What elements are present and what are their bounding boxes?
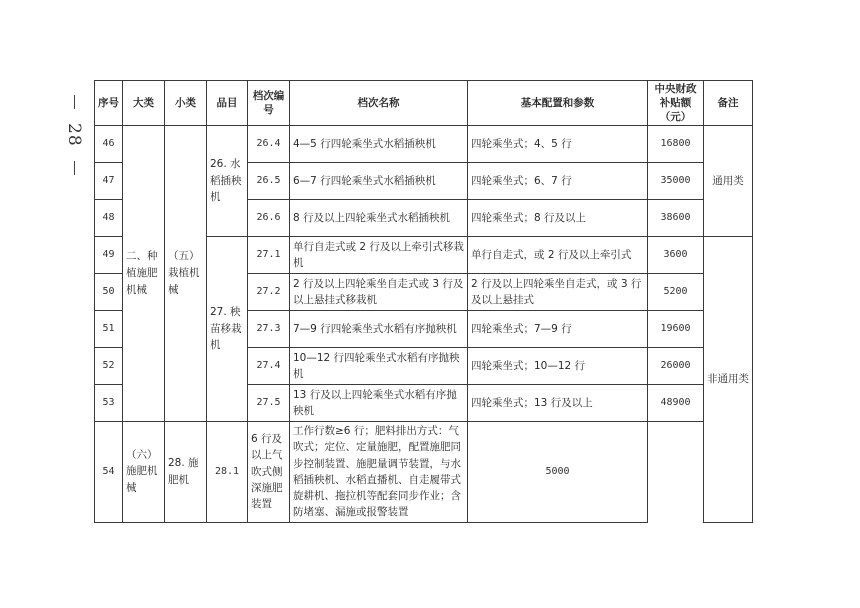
subsidy-cell: 35000 [648, 163, 704, 200]
tier-name-cell: 7—9 行四轮乘坐式水稻有序抛秧机 [290, 311, 468, 348]
minor-category-cell: （五）栽植机械 [165, 126, 207, 422]
subsidy-cell: 38600 [648, 200, 704, 237]
header-subsidy: 中央财政补贴额（元） [648, 81, 704, 126]
page-number-dash-bottom [74, 161, 75, 175]
page-number-dash-top [74, 95, 75, 109]
tier-number-cell: 27.2 [248, 274, 290, 311]
tier-number-cell: 27.5 [248, 385, 290, 422]
header-note: 备注 [704, 81, 753, 126]
tier-name-cell: 13 行及以上四轮乘坐式水稻有序抛秧机 [290, 385, 468, 422]
table-row [95, 126, 753, 163]
table-row [95, 422, 753, 523]
header-seq: 序号 [95, 81, 123, 126]
tier-number-cell: 27.4 [248, 348, 290, 385]
config-cell: 四轮乘坐式；4、5 行 [468, 126, 648, 163]
header-item: 品目 [207, 81, 248, 126]
subsidy-cell: 16800 [648, 126, 704, 163]
tier-number-cell: 27.3 [248, 311, 290, 348]
subsidy-cell: 19600 [648, 311, 704, 348]
tier-name-cell: 4—5 行四轮乘坐式水稻插秧机 [290, 126, 468, 163]
header-tier-name: 档次名称 [290, 81, 468, 126]
seq-cell: 47 [95, 163, 123, 200]
header-config: 基本配置和参数 [468, 81, 648, 126]
subsidy-catalog-table [94, 80, 753, 523]
tier-number-cell: 27.1 [248, 237, 290, 274]
seq-cell: 49 [95, 237, 123, 274]
tier-number-cell: 26.4 [248, 126, 290, 163]
config-cell: 工作行数≥6 行；肥料排出方式：气吹式；定位、定量施肥，配置施肥同步控制装置、施肥量调节装置，与水稻插秧机、水稻直播机、自走履带式旋耕机、拖拉机等配套同步作业；含防堵塞、漏施或报警装置 [290, 422, 468, 523]
config-cell: 2 行及以上四轮乘坐自走式，或 3 行及以上悬挂式 [468, 274, 648, 311]
tier-name-cell: 6—7 行四轮乘坐式水稻插秧机 [290, 163, 468, 200]
tier-number-cell: 28.1 [207, 422, 248, 523]
subsidy-cell: 48900 [648, 385, 704, 422]
config-cell: 四轮乘坐式；10—12 行 [468, 348, 648, 385]
seq-cell: 48 [95, 200, 123, 237]
note-cell: 非通用类 [704, 237, 753, 523]
config-cell: 四轮乘坐式；13 行及以上 [468, 385, 648, 422]
subsidy-cell: 3600 [648, 237, 704, 274]
subsidy-cell: 5200 [648, 274, 704, 311]
seq-cell: 54 [95, 422, 123, 523]
subsidy-cell: 5000 [468, 422, 648, 523]
page-number-text: 28 [64, 123, 84, 147]
header-tier-number: 档次编号 [248, 81, 290, 126]
item-cell: 26. 水稻插秧机 [207, 126, 248, 237]
tier-name-cell: 8 行及以上四轮乘坐式水稻插秧机 [290, 200, 468, 237]
tier-number-cell: 26.6 [248, 200, 290, 237]
tier-name-cell: 6 行及以上气吹式侧深施肥装置 [248, 422, 290, 523]
tier-name-cell: 10—12 行四轮乘坐式水稻有序抛秧机 [290, 348, 468, 385]
subsidy-cell: 26000 [648, 348, 704, 385]
seq-cell: 52 [95, 348, 123, 385]
page-number [62, 95, 86, 175]
seq-cell: 46 [95, 126, 123, 163]
config-cell: 单行自走式，或 2 行及以上牵引式 [468, 237, 648, 274]
config-cell: 四轮乘坐式；8 行及以上 [468, 200, 648, 237]
item-cell: 28. 施肥机 [165, 422, 207, 523]
config-cell: 四轮乘坐式；6、7 行 [468, 163, 648, 200]
major-category-cell: 二、种植施肥机械 [123, 126, 165, 422]
tier-name-cell: 单行自走式或 2 行及以上牵引式移栽机 [290, 237, 468, 274]
seq-cell: 53 [95, 385, 123, 422]
minor-category-cell: （六）施肥机械 [123, 422, 165, 523]
note-cell: 通用类 [704, 126, 753, 237]
header-minor-category: 小类 [165, 81, 207, 126]
tier-name-cell: 2 行及以上四轮乘坐自走式或 3 行及以上悬挂式移栽机 [290, 274, 468, 311]
config-cell: 四轮乘坐式；7—9 行 [468, 311, 648, 348]
tier-number-cell: 26.5 [248, 163, 290, 200]
seq-cell: 51 [95, 311, 123, 348]
seq-cell: 50 [95, 274, 123, 311]
header-row [95, 81, 753, 126]
item-cell: 27. 秧苗移栽机 [207, 237, 248, 422]
header-major-category: 大类 [123, 81, 165, 126]
